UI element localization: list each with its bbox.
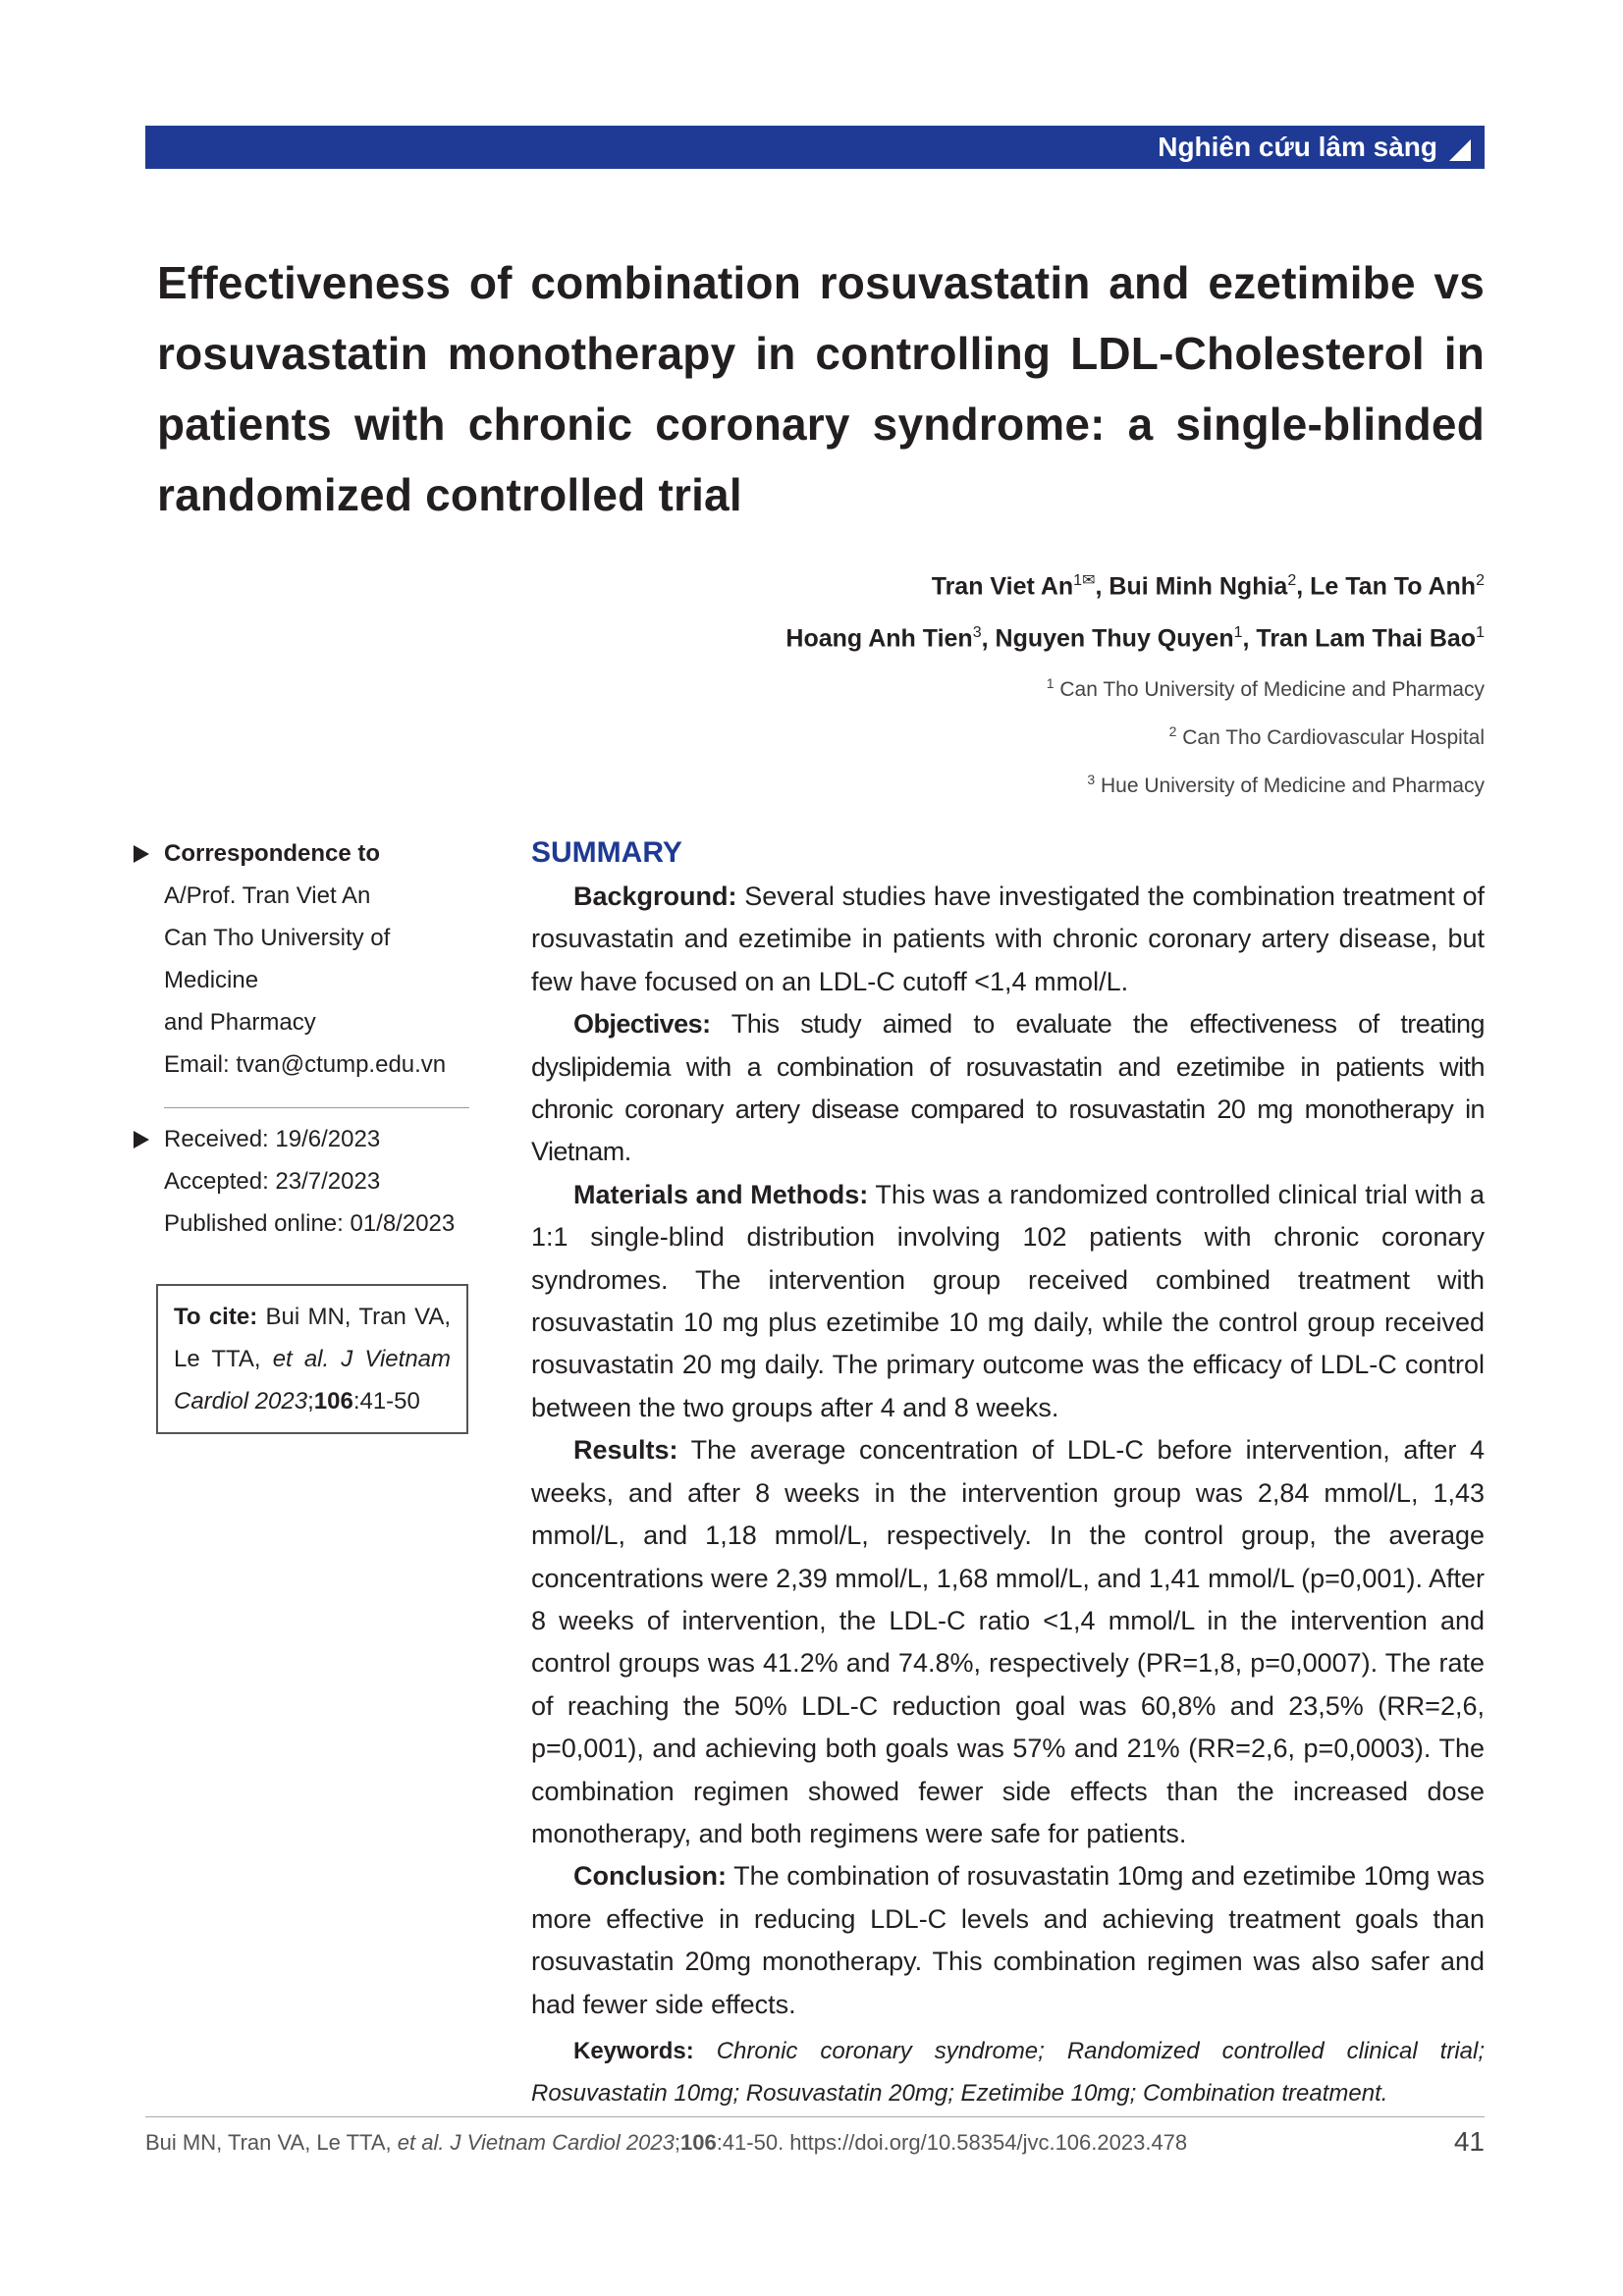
cite-pages: :41-50 (352, 1388, 420, 1415)
author-affil-mark: 1 (1233, 624, 1243, 642)
results-paragraph (531, 1429, 1485, 1855)
cite-label: To cite: (174, 1304, 258, 1330)
correspondence-heading: Correspondence to (164, 840, 381, 867)
objectives-label: Objectives: (573, 1009, 711, 1040)
affiliation-name: Can Tho Cardiovascular Hospital (1182, 725, 1485, 749)
cite-volume: 106 (313, 1388, 353, 1415)
conclusion-label: Conclusion: (573, 1861, 727, 1892)
affiliation-3 (785, 759, 1485, 807)
keywords-paragraph (531, 2030, 1485, 2114)
correspondence-institution-cont: and Pharmacy (164, 1009, 316, 1036)
summary-section (531, 830, 1485, 2114)
correspondence-institution: Can Tho University of Medicine (164, 925, 391, 993)
affiliation-number: 2 (1168, 722, 1177, 739)
affiliation-name: Hue University of Medicine and Pharmacy (1100, 774, 1485, 797)
conclusion-text: The combination of rosuvastatin 10mg and ezetimibe 10mg was more effective in reducing LDL-C levels and achieving treatment goals than rosuvastatin 20mg monotherapy. This combination regimen was also safer and had fewer side effects. (531, 1861, 1485, 2019)
author-affil-mark: 2 (1287, 572, 1297, 589)
triangle-bullet-icon (134, 845, 149, 863)
author-affil-mark: 2 (1476, 572, 1485, 589)
footer-authors: Bui MN, Tran VA, Le TTA, (145, 2130, 398, 2155)
footer-separator: ; (674, 2130, 680, 2155)
author-affil-mark: 1✉ (1073, 572, 1096, 589)
affiliation-1 (785, 663, 1485, 711)
footer-citation (145, 2130, 1187, 2156)
results-text: The average concentration of LDL-C before intervention, after 4 weeks, and after 8 weeks in the intervention group was 2,84 mmol/L, 1,43 mmol/L, and 1,18 mmol/L, respectively. In the control group, the average concentrations were 2,39 mmol/L, 1,68 mmol/L, and 1,41 mmol/L (p=0,001). After 8 weeks of intervention, the LDL-C ratio <1,4 mmol/L in the intervention and control groups was 41.2% and 74.8%, respectively (PR=1,8, p=0,0007). The rate of reaching the 50% LDL-C reduction goal was 60,8% and 23,5% (RR=2,6, p=0,001), and achieving both goals was 57% and 21% (RR=2,6, p=0,0003). The combination regimen showed fewer side effects than the increased dose monotherapy, and both regimens were safe for patients. (531, 1435, 1485, 1848)
author-name: Nguyen Thuy Quyen (995, 624, 1234, 653)
dates-block (134, 1118, 469, 1245)
affiliation-name: Can Tho University of Medicine and Pharmacy (1059, 677, 1485, 701)
background-paragraph (531, 876, 1485, 1003)
affiliation-2 (785, 711, 1485, 759)
author-name: Hoang Anh Tien (785, 624, 973, 653)
author-line-1: Tran Viet $An^{1✉}$, Bui Minh Nghia$^2$, Le Tan To Anh$^2$ (931, 572, 1485, 601)
correspondence-name: A/Prof. Tran Viet An (164, 882, 371, 909)
section-header-bar (145, 126, 1485, 169)
cite-journal: et al. J Vietnam Cardiol 2023 (174, 1346, 452, 1415)
author-name: Le Tan To Anh (1310, 572, 1477, 601)
objectives-paragraph (531, 1003, 1485, 1174)
corner-triangle-icon (1449, 139, 1471, 161)
published-date: Published online: 01/8/2023 (164, 1210, 456, 1237)
objectives-text: This study aimed to evaluate the effectiveness of treating dyslipidemia with a combination of rosuvastatin and ezetimibe in patients with chronic coronary artery disease compared to rosuvastatin 20 mg monotherapy in Vietnam. (531, 1009, 1485, 1167)
author-affil-mark: 1 (1476, 624, 1485, 642)
affiliation-number: 3 (1087, 771, 1096, 787)
page-number: 41 (1453, 2126, 1485, 2157)
affiliation-number: 1 (1046, 674, 1055, 691)
footer-journal: et al. J Vietnam Cardiol 2023 (397, 2130, 675, 2155)
cite-authors: Bui MN, Tran VA, Le TTA, (174, 1304, 451, 1372)
footer-doi[interactable]: :41-50. https://doi.org/10.58354/jvc.106.2023.478 (716, 2130, 1188, 2155)
author-affil-mark: 3 (972, 624, 982, 642)
author-name: Tran Lam Thai Bao (1256, 624, 1477, 653)
article-title: Effectiveness of combination rosuvastatin and ezetimibe vs rosuvastatin monotherapy in controlling LDL-Cholesterol in patients with chronic coronary syndrome: a single-blinded randomized controlled trial (157, 257, 1485, 520)
author-name: Bui Minh Nghia (1109, 572, 1288, 601)
conclusion-paragraph (531, 1855, 1485, 2026)
correspondence-email[interactable]: Email: tvan@ctump.edu.vn (164, 1051, 447, 1078)
author-line-2: Hoang Anh Tien$^3$, Nguyen Thuy Quyen$^1$, Tran Lam Thai Bao$^1$ (785, 624, 1485, 653)
accepted-date: Accepted: 23/7/2023 (164, 1168, 381, 1195)
author-name: Tran Viet An (931, 572, 1074, 601)
results-label: Results: (573, 1435, 678, 1466)
footer-volume: 106 (679, 2130, 717, 2155)
sidebar-divider (164, 1107, 469, 1108)
section-label: Nghiên cứu lâm sàng (1158, 132, 1437, 162)
background-text: Several studies have investigated the combination treatment of rosuvastatin and ezetimibe in patients with chronic coronary artery disease, but few have focused on an LDL-C cutoff <1,4 mmol/L. (531, 881, 1485, 996)
received-date: Received: 19/6/2023 (164, 1126, 381, 1152)
keywords-label: Keywords: (573, 2037, 694, 2064)
triangle-bullet-icon (134, 1131, 149, 1148)
keywords-text: Chronic coronary syndrome; Randomized controlled clinical trial; Rosuvastatin 10mg; Rosuvastatin 20mg; Ezetimibe 10mg; Combination treatment. (531, 2037, 1485, 2107)
methods-text: This was a randomized controlled clinical trial with a 1:1 single-blind distribution involving 102 patients with chronic coronary syndromes. The intervention group received combined treatment with rosuvastatin 10 mg plus ezetimibe 10 mg daily, while the control group received rosuvastatin 20 mg daily. The primary outcome was the efficacy of LDL-C control between the two groups after 4 and 8 weeks. (531, 1179, 1485, 1422)
footer-divider (145, 2116, 1485, 2117)
cite-separator: ; (307, 1388, 314, 1415)
methods-paragraph (531, 1174, 1485, 1429)
correspondence-block (134, 832, 469, 1086)
summary-heading: SUMMARY (531, 836, 682, 869)
author-block (785, 558, 1485, 807)
article-sidebar (134, 832, 469, 1434)
background-label: Background: (573, 881, 737, 911)
methods-label: Materials and Methods: (573, 1179, 869, 1209)
citation-box (156, 1284, 468, 1434)
